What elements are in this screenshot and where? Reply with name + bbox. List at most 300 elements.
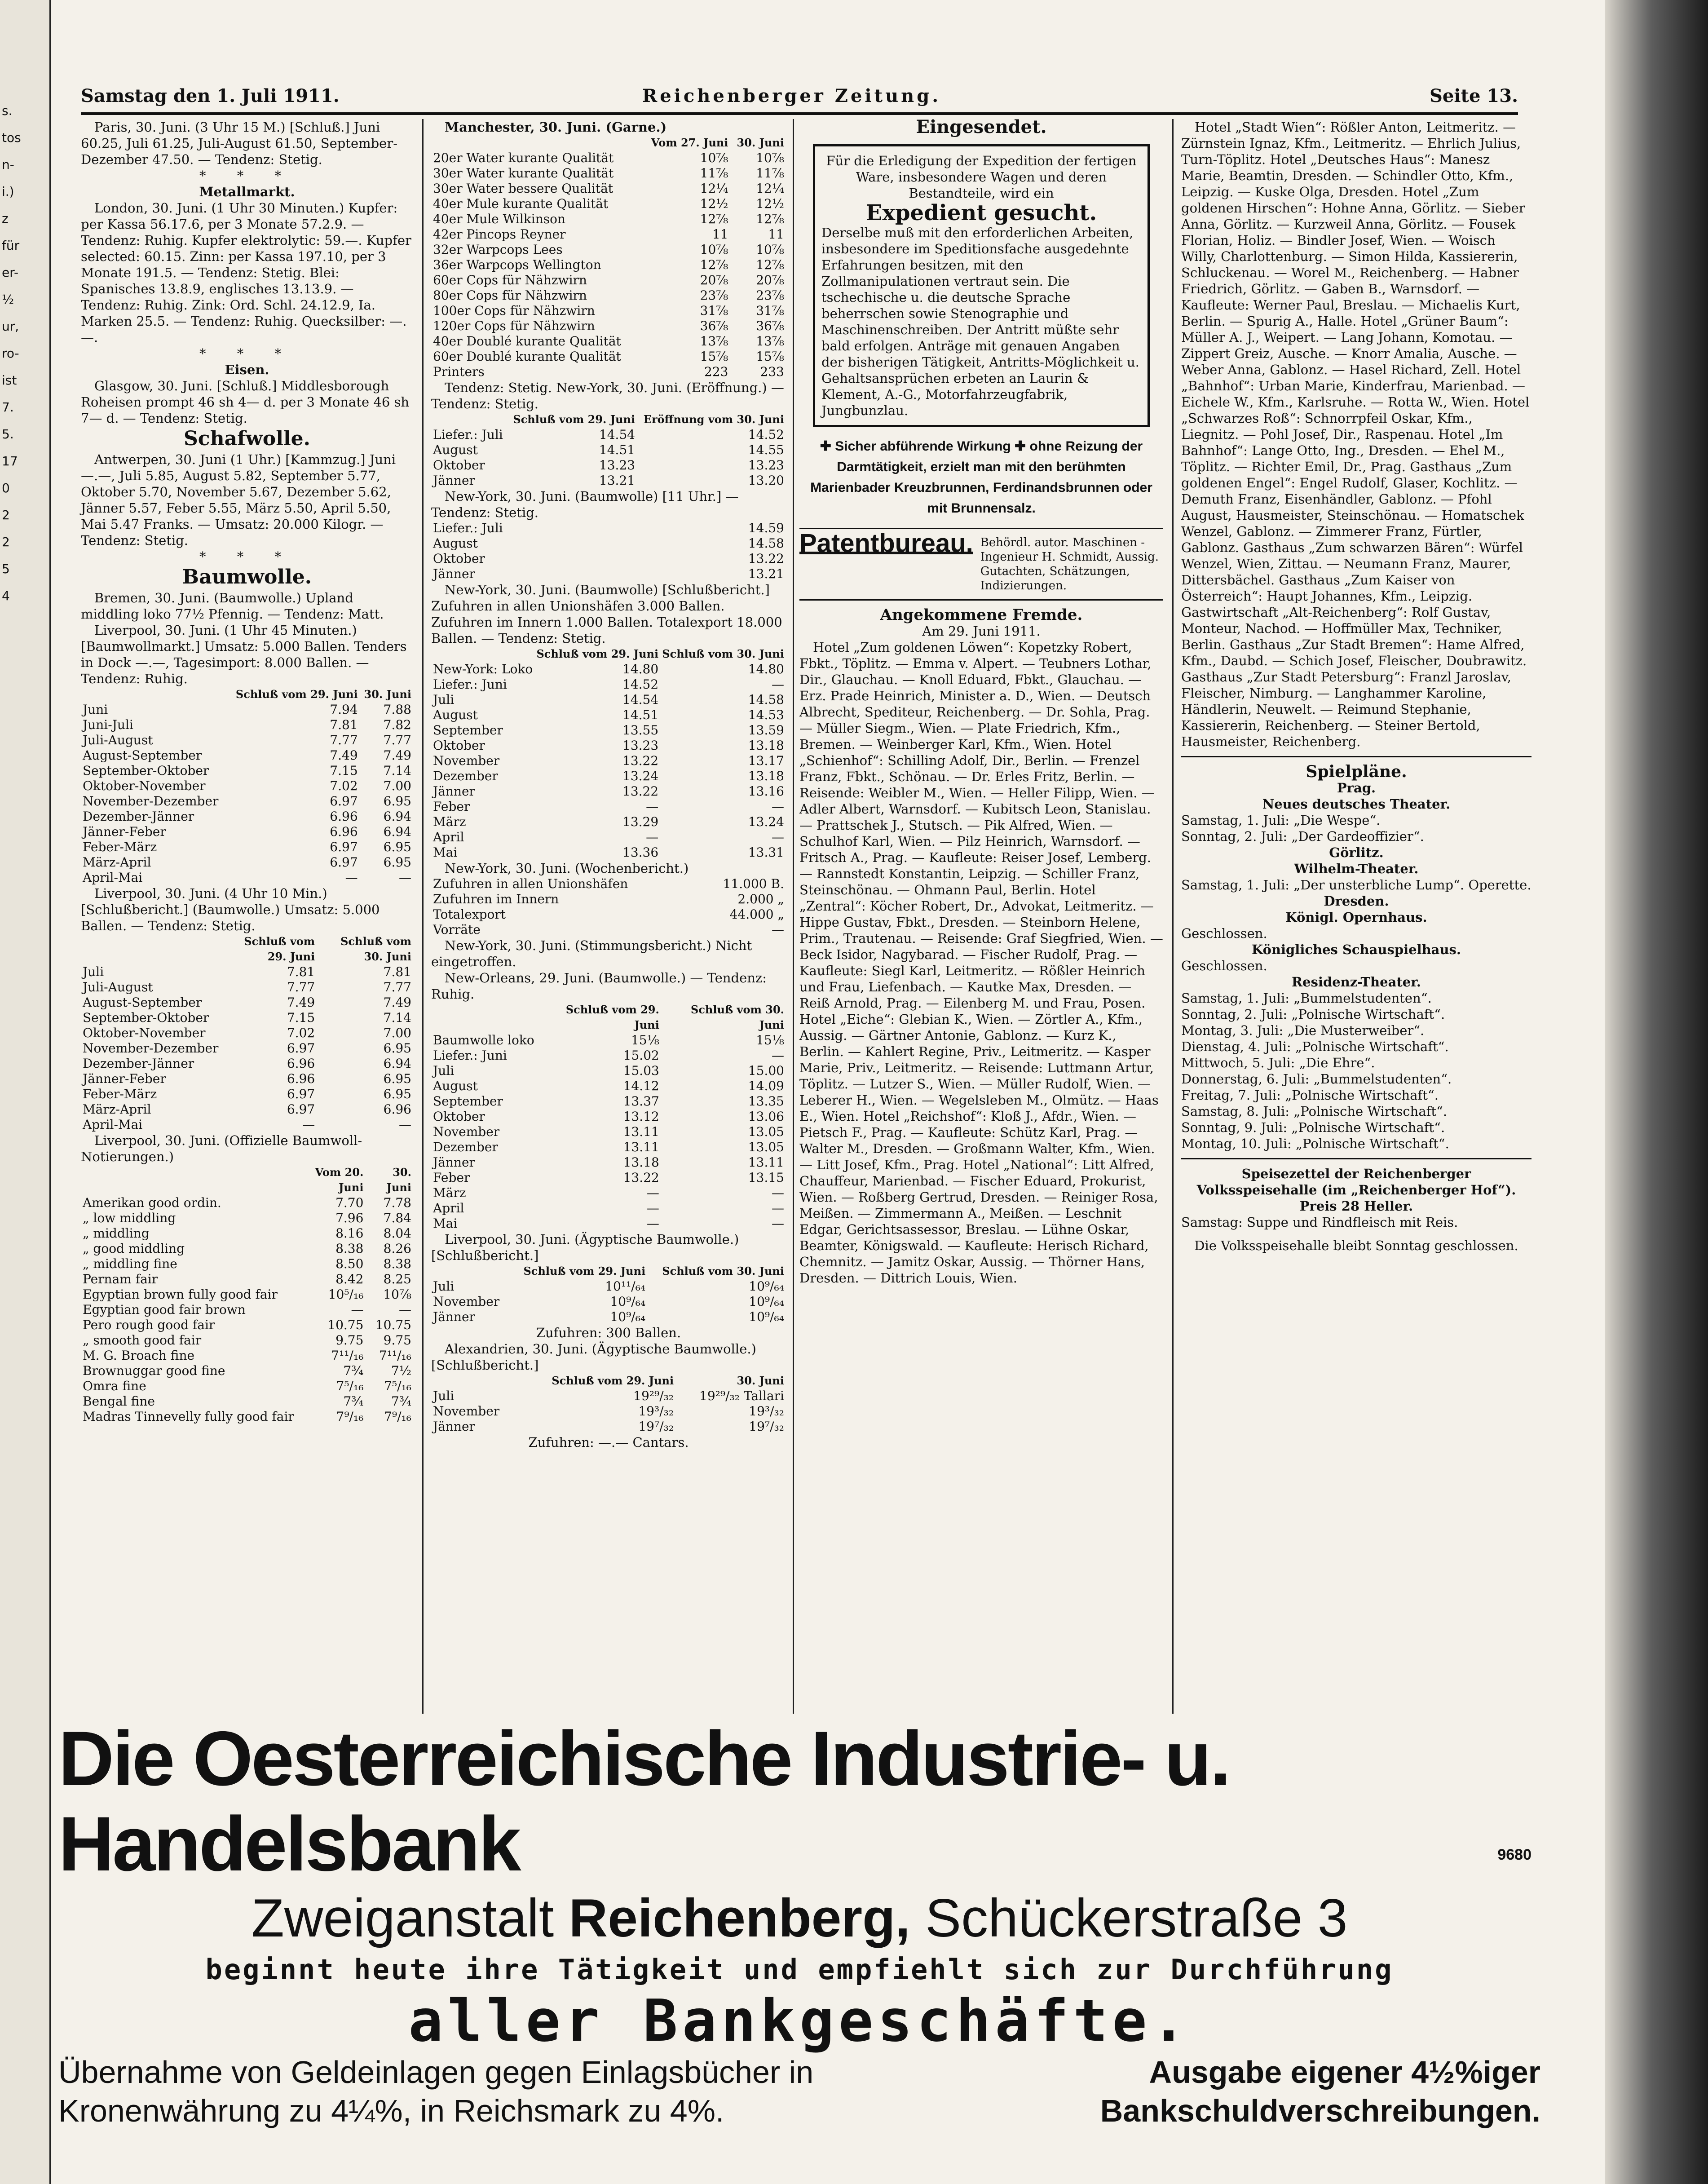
- table-row: [431, 536, 786, 551]
- report-newyork-1: Tendenz: Stetig. New-York, 30. Juni. (Eröffnung.) — Tendenz: Stetig.: [431, 380, 784, 411]
- row-label: Liefer.: Juni: [433, 1048, 507, 1063]
- row-value: 13.11: [623, 1124, 659, 1139]
- bank-branch: Zweiganstalt Reichenberg, Schückerstraße 3: [251, 1888, 1348, 1948]
- row-value: 7.96: [335, 1211, 364, 1225]
- row-value: 44.000 „: [729, 907, 784, 922]
- speise-saturday: Samstag: Suppe und Rindfleisch mit Reis.: [1181, 1215, 1458, 1230]
- row-value: 14.09: [748, 1079, 784, 1093]
- row-value: 7¹¹/₁₆: [331, 1348, 364, 1363]
- row-label: September: [433, 1094, 503, 1109]
- row-value: 8.25: [383, 1272, 411, 1287]
- row-label: Juli: [83, 964, 104, 979]
- row-value: 7.81: [383, 964, 411, 979]
- table-row: [81, 980, 413, 995]
- table-row: [81, 1226, 413, 1241]
- row-value: 19²⁹/₃₂: [633, 1388, 674, 1403]
- list-item: Sonntag, 2. Juli: „Polnische Wirtschaft“.: [1181, 1007, 1445, 1022]
- row-value: 7.15: [330, 763, 358, 778]
- row-value: 19³/₃₂: [638, 1404, 674, 1419]
- report-liverpool-2: Liverpool, 30. Juni. (4 Uhr 10 Min.) [Schlußbericht.] (Baumwolle.) Umsatz: 5.000 Ballen. — Tendenz: Stetig.: [81, 886, 380, 933]
- row-value: 13.06: [748, 1109, 784, 1124]
- row-label: November-Dezember: [83, 794, 219, 809]
- row-label: Juli: [433, 1388, 455, 1403]
- table-row: [431, 303, 786, 318]
- header-page-number: Seite 13.: [1430, 85, 1518, 106]
- table-manchester: Vom 27. Juni 30. Juni 20er Water kurante Qualität 10⅞ 10⅞ 30er Water kurante Qualität 11⅞ 11⅞ 30er Water bessere Qualität 12¼ 12¼ 40er Mule kurante Qualität 12½ 12½ 40er Mule Wilkinson 12⅞ 12⅞ 42er Pincops Reyner 11 11 32er Warpcops Lees 10⅞ 10⅞ 36er Warpcops Wellington 12⅞ 12⅞ 60er Cops für Nähzwirn 20⅞ 20⅞ 80er Cops für Nähzwirn 23⅞ 23⅞ 100er Cops für Nähzwirn 31⅞ 31⅞ 120er Cops für Nähzwirn 36⅞ 36⅞ 40er Doublé kurante Qualität 13⅞ 13⅞ 60er Doublé kurante Qualität 15⅞ 15⅞ Printers 223 233: [431, 135, 786, 380]
- row-label: „ good middling: [83, 1241, 185, 1256]
- row-label: Juni-Juli: [83, 717, 133, 732]
- row-value: 8.38: [383, 1256, 411, 1271]
- table-row: [431, 769, 786, 784]
- list-item: Montag, 3. Juli: „Die Musterweiber“.: [1181, 1023, 1425, 1038]
- row-value: —: [302, 1117, 315, 1132]
- row-value: 6.94: [383, 809, 411, 824]
- row-value: 10⁹/₆₄: [749, 1279, 784, 1294]
- row-value: —: [399, 870, 411, 885]
- row-value: 7⁵/₁₆: [384, 1379, 411, 1393]
- heading-eisen: Eisen.: [225, 362, 269, 377]
- table-liverpool-official: Vom 20. Juni 30. Juni Amerikan good ordin. 7.70 7.78 „ low middling 7.96 7.84 „ middling 8.16 8.04 „ good middling 8.38 8.26 „ middling fine 8.50 8.38 Pernam fair 8.42 8.25 Egyptian brown fully good fair 10⁵/₁₆ 10⅞ Egyptian good fair brown — — Pero rough good fair 10.75 10.75 „ smooth good fair 9.75 9.75 M. G. Broach fine 7¹¹/₁₆ 7¹¹/₁₆ Brownuggar good fine 7¾ 7½ Omra fine 7⁵/₁₆ 7⁵/₁₆ Bengal fine 7¾ 7¾ Madras Tinnevelly fully good fair 7⁹/₁₆ 7⁹/₁₆: [81, 1165, 413, 1424]
- row-value: 13.23: [748, 458, 784, 473]
- row-value: 15⅛: [756, 1033, 784, 1048]
- row-label: September: [433, 723, 503, 738]
- table-row: [431, 273, 786, 288]
- table-row: [431, 181, 786, 196]
- row-label: Oktober: [433, 551, 485, 566]
- patentbureau-details: Behördl. autor. Maschinen - Ingenieur H. Schmidt, Aussig. Gutachten, Schätzungen, Indizierungen.: [980, 536, 1159, 592]
- bank-deposits: Übernahme von Geldeinlagen gegen Einlagsbücher in Kronenwährung zu 4¼%, in Reichsmark zu 4%.: [58, 2055, 814, 2128]
- row-label: August: [433, 707, 478, 722]
- row-value: 13.22: [623, 1170, 659, 1185]
- row-value: 13.16: [748, 784, 784, 799]
- row-label: August-September: [83, 995, 202, 1010]
- table-row: [431, 892, 786, 907]
- row-value: 12½: [700, 196, 728, 211]
- row-value: 13.31: [748, 845, 784, 860]
- row-label: Omra fine: [83, 1379, 146, 1393]
- row-label: Oktober-November: [83, 1026, 206, 1040]
- row-label: 100er Cops für Nähzwirn: [433, 303, 595, 318]
- row-label: September-Oktober: [83, 763, 209, 778]
- row-value: 13.24: [622, 769, 659, 783]
- row-value: —: [772, 677, 784, 692]
- table-row: [431, 1094, 786, 1109]
- table-row: [81, 1287, 413, 1302]
- row-value: 8.04: [383, 1226, 411, 1241]
- row-value: 13.22: [622, 753, 659, 768]
- list-item: Samstag, 1. Juli: „Bummelstudenten“.: [1181, 990, 1432, 1006]
- row-value: 7.14: [383, 1010, 411, 1025]
- heading-schafwolle: Schafwolle.: [184, 427, 310, 450]
- row-value: 13.18: [748, 738, 784, 753]
- row-value: 7.82: [383, 717, 411, 732]
- row-value: 14.52: [622, 677, 659, 692]
- bank-announcement: beginnt heute ihre Tätigkeit und empfiehlt sich zur Durchführung: [205, 1953, 1394, 1986]
- list-item: Mittwoch, 5. Juli: „Die Ehre“.: [1181, 1055, 1375, 1070]
- row-label: Amerikan good ordin.: [83, 1195, 221, 1210]
- row-value: 6.95: [383, 1071, 411, 1086]
- table-newyork-2: [431, 521, 786, 582]
- row-label: Jänner: [433, 784, 475, 799]
- row-value: 9.75: [383, 1333, 411, 1348]
- row-value: 10⅞: [756, 150, 784, 165]
- row-label: 32er Warpcops Lees: [433, 242, 563, 257]
- table-row: [81, 1010, 413, 1026]
- row-value: 14.51: [622, 707, 659, 722]
- report-newyork-2: New-York, 30. Juni. (Baumwolle) [11 Uhr.] — Tendenz: Stetig.: [431, 489, 739, 520]
- row-value: 6.97: [330, 855, 358, 870]
- row-label: Dezember: [433, 769, 498, 783]
- table-row: [81, 1056, 413, 1071]
- row-value: 14.80: [748, 662, 784, 676]
- row-value: 7⁹/₁₆: [336, 1409, 364, 1424]
- table-row: [81, 1087, 413, 1102]
- row-label: 60er Doublé kurante Qualität: [433, 349, 621, 364]
- schau-closed: Geschlossen.: [1181, 958, 1267, 973]
- table-row: [431, 166, 786, 181]
- row-value: 2.000 „: [737, 892, 784, 906]
- row-label: Jänner: [433, 1155, 475, 1170]
- row-value: 7⁹/₁₆: [384, 1409, 411, 1424]
- row-value: 12⅞: [756, 212, 784, 226]
- table-row: [81, 1241, 413, 1256]
- table-row: [431, 566, 786, 582]
- row-label: Feber-März: [83, 1087, 157, 1101]
- table-row: [431, 521, 786, 536]
- table-row: [431, 458, 786, 473]
- row-value: 14.58: [748, 692, 784, 707]
- row-value: 6.97: [330, 840, 358, 854]
- report-glasgow: Glasgow, 30. Juni. [Schluß.] Middlesborough Roheisen prompt 46 sh 4— d. per 3 Monate 46 sh 7— d. — Tendenz: Stetig.: [81, 378, 410, 426]
- report-neworleans: New-Orleans, 29. Juni. (Baumwolle.) — Tendenz: Ruhig.: [431, 970, 767, 1002]
- row-value: —: [646, 830, 659, 844]
- row-label: 36er Warpcops Wellington: [433, 257, 601, 272]
- city-prag: Prag.: [1337, 780, 1376, 796]
- theater-wilhelm: Wilhelm-Theater.: [1294, 861, 1419, 876]
- row-value: 7.77: [383, 980, 411, 995]
- table-row: [81, 1272, 413, 1287]
- table-row: [81, 1256, 413, 1272]
- ad-number: 9680: [1497, 1846, 1531, 1863]
- row-value: 223: [704, 364, 728, 379]
- row-value: 6.96: [330, 824, 358, 839]
- table-row: [431, 473, 786, 488]
- row-label: Liefer.: Juni: [433, 677, 507, 692]
- table-row: [81, 1348, 413, 1363]
- row-value: 7¾: [343, 1394, 364, 1409]
- row-label: Juni: [83, 702, 108, 717]
- column-rule: [422, 119, 424, 1714]
- fremde-date: Am 29. Juni 1911.: [922, 623, 1041, 639]
- row-value: 8.16: [335, 1226, 364, 1241]
- table-row: [81, 855, 413, 870]
- list-item: Donnerstag, 6. Juli: „Bummelstudenten“.: [1181, 1071, 1452, 1087]
- table-row: [431, 814, 786, 830]
- row-value: —: [345, 870, 358, 885]
- edge-fragment: ro-: [2, 346, 19, 361]
- table-row: [431, 196, 786, 212]
- row-value: 19²⁹/₃₂ Tallari: [699, 1388, 784, 1403]
- row-label: 40er Mule Wilkinson: [433, 212, 566, 226]
- row-value: 14.59: [748, 521, 784, 535]
- table-row: [431, 1294, 786, 1309]
- row-value: 7.49: [383, 995, 411, 1010]
- table-row: [81, 717, 413, 733]
- divider: [799, 599, 1163, 601]
- row-label: Madras Tinnevelly fully good fair: [83, 1409, 294, 1424]
- row-label: August: [433, 536, 478, 551]
- edge-fragment: für: [2, 238, 20, 253]
- row-value: —: [399, 1302, 411, 1317]
- edge-fragment: ½: [2, 292, 14, 307]
- table-row: [431, 334, 786, 349]
- row-value: 7.02: [287, 1026, 315, 1040]
- row-value: 11: [768, 227, 784, 242]
- row-value: 6.97: [287, 1102, 315, 1117]
- right-page-shadow: [1605, 0, 1708, 2184]
- row-value: 14.58: [748, 536, 784, 551]
- table-row: [81, 1195, 413, 1211]
- table-row: [431, 1079, 786, 1094]
- row-label: New-York: Loko: [433, 662, 533, 676]
- row-value: —: [646, 1185, 659, 1200]
- row-label: „ middling: [83, 1226, 150, 1241]
- row-label: Dezember-Jänner: [83, 809, 194, 824]
- row-value: —: [399, 1117, 411, 1132]
- row-value: 14.53: [748, 707, 784, 722]
- row-value: 7.77: [383, 733, 411, 747]
- row-value: —: [772, 922, 784, 937]
- report-bremen: Bremen, 30. Juni. (Baumwolle.) Upland middling loko 77½ Pfennig. — Tendenz: Matt.: [81, 590, 384, 622]
- row-value: 13.21: [748, 566, 784, 581]
- report-alexandrien: Alexandrien, 30. Juni. (Ägyptische Baumwolle.) [Schlußbericht.]: [431, 1341, 756, 1373]
- table-row: [81, 1026, 413, 1041]
- row-value: 7.00: [383, 1026, 411, 1040]
- divider: [1181, 1158, 1531, 1159]
- row-value: —: [646, 799, 659, 814]
- row-value: 7¾: [391, 1394, 411, 1409]
- row-value: 13.37: [623, 1094, 659, 1109]
- table-row: [81, 763, 413, 778]
- table-row: [431, 1124, 786, 1140]
- edge-fragment: 2: [2, 508, 10, 522]
- row-label: Liefer.: Juli: [433, 427, 503, 442]
- row-label: Vorräte: [433, 922, 481, 937]
- table-row: [81, 748, 413, 763]
- report-newyork-4: New-York, 30. Juni. (Wochenbericht.): [445, 861, 689, 876]
- heading-fremde: Angekommene Fremde.: [880, 606, 1083, 624]
- row-label: Oktober: [433, 738, 485, 753]
- row-value: 12⅞: [756, 257, 784, 272]
- divider-stars: * * *: [199, 549, 295, 564]
- row-value: 233: [760, 364, 784, 379]
- row-value: 7.70: [335, 1195, 364, 1210]
- edge-fragment: 5.: [2, 427, 14, 442]
- divider-stars: * * *: [199, 346, 295, 361]
- row-value: 13.35: [748, 1094, 784, 1109]
- table-row: [81, 1302, 413, 1317]
- report-newyork-5: New-York, 30. Juni. (Stimmungsbericht.) Nicht eingetroffen.: [431, 938, 752, 969]
- column-rule: [1172, 119, 1174, 1714]
- table-row: [431, 1109, 786, 1124]
- ad-expedient-intro: Für die Erledigung der Expedition der fertigen Ware, insbesondere Wagen und deren Bestandteile, wird ein: [826, 153, 1137, 201]
- edge-fragment: n-: [2, 157, 14, 172]
- edge-fragment: ur,: [2, 319, 19, 334]
- table-row: [81, 1409, 413, 1424]
- row-value: 11: [712, 227, 728, 242]
- table-row: [431, 349, 786, 364]
- table-neworleans: Schluß vom 29. Juni Schluß vom 30. Juni Baumwolle loko 15⅛ 15⅛ Liefer.: Juni 15.02 — Juli 15.03 15.00 August 14.12 14.09 September 13.37 13.35 Oktober 13.12 13.06 November 13.11 13.05 Dezember 13.11 13.05 Jänner 13.18 13.11 Feber 13.22 13.15 März — — April — — Mai — —: [431, 1002, 786, 1231]
- cantars-note: Zufuhren: —.— Cantars.: [528, 1435, 689, 1450]
- speise-price: Preis 28 Heller.: [1299, 1198, 1413, 1214]
- row-value: 7.94: [330, 702, 358, 717]
- row-label: März: [433, 1185, 466, 1200]
- table-row: [81, 870, 413, 885]
- table-row: [81, 1041, 413, 1056]
- row-value: 14.51: [599, 442, 636, 457]
- table-row: [81, 733, 413, 748]
- table-row: [431, 1033, 786, 1048]
- row-value: 6.95: [383, 1087, 411, 1101]
- list-item: Montag, 10. Juli: „Polnische Wirtschaft“.: [1181, 1136, 1449, 1151]
- table-newyork-3: Schluß vom 29. Juni Schluß vom 30. Juni New-York: Loko 14.80 14.80 Liefer.: Juni 14.52 — Juli 14.54 14.58 August 14.51 14.53 September 13.55 13.59 Oktober 13.23 13.18 November 13.22 13.17 Dezember 13.24 13.18 Jänner 13.22 13.16 Feber — — März 13.29 13.24 April — — Mai 13.36 13.31: [431, 646, 786, 860]
- row-value: 11⅞: [700, 166, 728, 181]
- row-label: März-April: [83, 1102, 151, 1117]
- row-value: 7.14: [383, 763, 411, 778]
- bank-advertisement: [58, 1716, 1540, 2130]
- row-value: —: [772, 1201, 784, 1216]
- table-row: [431, 364, 786, 380]
- report-liverpool-1: Liverpool, 30. Juni. (1 Uhr 45 Minuten.) [Baumwollmarkt.] Umsatz: 5.000 Ballen. Tenders in Dock —.—, Tagesimport: 8.000 Ballen. — Tendenz: Ruhig.: [81, 623, 407, 686]
- row-value: 15⅞: [700, 349, 728, 364]
- ad-marienbad: ✚ Sicher abführende Wirkung ✚ ohne Reizung der Darmtätigkeit, erzielt man mit den berühmten Marienbader Kreuzbrunnen, Ferdinandsbrunnen oder mit Brunnensalz.: [810, 439, 1152, 516]
- row-value: 13.22: [748, 551, 784, 566]
- row-value: 10⁹/₆₄: [610, 1294, 646, 1309]
- table-row: [431, 830, 786, 845]
- table-row: [431, 723, 786, 738]
- row-value: 13.11: [623, 1140, 659, 1154]
- row-value: 13.18: [748, 769, 784, 783]
- ad-expedient-title: Expedient gesucht.: [865, 200, 1097, 225]
- table-row: [81, 1117, 413, 1132]
- row-label: Baumwolle loko: [433, 1033, 534, 1048]
- row-value: 15⅞: [756, 349, 784, 364]
- table-row: [431, 1185, 786, 1201]
- table-liverpool-1: Schluß vom 29. Juni 30. Juni Juni 7.94 7.88 Juni-Juli 7.81 7.82 Juli-August 7.77 7.77 August-September 7.49 7.49 September-Oktober 7.15 7.14 Oktober-November 7.02 7.00 November-Dezember 6.97 6.95 Dezember-Jänner 6.96 6.94 Jänner-Feber 6.96 6.94 Feber-März 6.97 6.95 März-April 6.97 6.95 April-Mai — —: [81, 687, 413, 885]
- theater-neues-2: Sonntag, 2. Juli: „Der Gardeoffizier“.: [1181, 829, 1424, 844]
- edge-fragment: er-: [2, 265, 19, 280]
- residenz-list: [1181, 990, 1531, 1152]
- row-label: „ smooth good fair: [83, 1333, 202, 1348]
- table-row: [431, 738, 786, 753]
- row-value: 7.49: [330, 748, 358, 763]
- page-header: [81, 85, 1518, 115]
- row-label: August: [433, 442, 478, 457]
- table-row: [431, 1201, 786, 1216]
- row-value: 10⁹/₆₄: [749, 1309, 784, 1324]
- row-label: 60er Cops für Nähzwirn: [433, 273, 587, 287]
- row-label: Jänner: [433, 566, 475, 581]
- list-item: Freitag, 7. Juli: „Polnische Wirtschaft“.: [1181, 1088, 1439, 1103]
- speise-sunday-note: Die Volksspeisehalle bleibt Sonntag geschlossen.: [1194, 1238, 1518, 1253]
- row-label: Juli: [433, 692, 455, 707]
- row-value: 10⅞: [700, 150, 728, 165]
- row-label: „ middling fine: [83, 1256, 177, 1271]
- row-value: 13⅞: [756, 334, 784, 349]
- row-value: 11⅞: [756, 166, 784, 181]
- row-value: 7.77: [330, 733, 358, 747]
- edge-fragment: s.: [2, 103, 13, 118]
- table-row: [431, 707, 786, 723]
- table-row: [431, 1309, 786, 1325]
- table-row: [431, 257, 786, 273]
- row-label: Mai: [433, 845, 458, 860]
- row-label: April: [433, 1201, 464, 1216]
- row-value: 6.95: [383, 794, 411, 809]
- row-label: Dezember: [433, 1140, 498, 1154]
- table-row: [431, 1155, 786, 1170]
- row-value: 14.54: [599, 427, 636, 442]
- row-label: Egyptian good fair brown: [83, 1302, 246, 1317]
- theater-residenz: Residenz-Theater.: [1292, 974, 1421, 990]
- row-value: 14.80: [622, 662, 659, 676]
- table-row: [431, 1063, 786, 1079]
- heading-baumwolle: Baumwolle.: [182, 566, 312, 588]
- row-value: 6.97: [287, 1087, 315, 1101]
- row-value: 6.97: [330, 794, 358, 809]
- row-label: Pernam fair: [83, 1272, 158, 1287]
- row-value: 36⅞: [700, 318, 728, 333]
- table-liverpool-egypt: Schluß vom 29. Juni Schluß vom 30. Juni Juli 10¹¹/₆₄ 10⁹/₆₄ November 10⁹/₆₄ 10⁹/₆₄ Jänner 10⁹/₆₄ 10⁹/₆₄: [431, 1264, 786, 1325]
- row-value: 6.94: [383, 824, 411, 839]
- row-value: 10⅞: [756, 242, 784, 257]
- row-value: 13.05: [748, 1124, 784, 1139]
- row-value: 14.12: [623, 1079, 659, 1093]
- report-manchester: Manchester, 30. Juni. (Garne.): [445, 119, 667, 135]
- table-row: [431, 551, 786, 566]
- row-value: 15.03: [623, 1063, 659, 1078]
- table-row: [431, 1216, 786, 1231]
- row-value: 23⅞: [756, 288, 784, 303]
- row-value: 13.55: [622, 723, 659, 738]
- row-value: 8.26: [383, 1241, 411, 1256]
- row-value: 12¼: [756, 181, 784, 196]
- edge-fragment: ist: [2, 373, 17, 388]
- edge-fragment: 4: [2, 588, 10, 603]
- row-value: 13.15: [748, 1170, 784, 1185]
- row-label: August: [433, 1079, 478, 1093]
- row-value: 7.00: [383, 778, 411, 793]
- row-value: 13.36: [622, 845, 659, 860]
- row-value: 31⅞: [700, 303, 728, 318]
- edge-fragment: 5: [2, 561, 10, 576]
- row-label: Feber-März: [83, 840, 157, 854]
- table-row: [431, 1140, 786, 1155]
- row-label: Jänner: [433, 1419, 475, 1434]
- guest-list-1: Hotel „Zum goldenen Löwen“: Kopetzky Robert, Fbkt., Töplitz. — Emma v. Alpert. — Teubners Lothar, Dir., Glauchau. — Knoll Eduard, Fbkt., Glauchau. — Erz. Prade Heinrich, Minister a. D., Wien. — Deutsch Albrecht, Spediteur, Reichenberg. — Dr. Sohla, Prag. — Müller Siegm., Wien. — Plate Friedrich, Kfm., Bremen. — Weinberger Karl, Kfm., Wien. Hotel „Schienhof“: Schilling Adolf, Dir., Berlin. — Frenzel Franz, Fbkt., Schönau. — Dr. Erles Fritz, Berlin. — Reisende: Weibler M., Wien. — Heller Filipp, Wien. — Adler Albert, Warnsdorf. — Kubitsch Leon, Stanislau. — Prattschek J., Stutsch. — Pik Alfred, Wien. — Schulhof Karl, Wien. — Pilz Heinrich, Warnsdorf. — Fritsch A., Prag. — Kaufleute: Reiser Josef, Lemberg. — Rannstedt Konstantin, Leipzig. — Schiller Franz, Steinschönau. — Ohmann Paul, Berlin. Hotel „Zentral“: Köcher Robert, Dr., Advokat, Leitmeritz. — Hippe Gustav, Fbkt., Dresden. — Steinborn Helene, Prim., Trautenau. — Reisende: Graf Siegfried, Wien. — Beck Isidor, Nagybarad. — Fischer Rudolf, Prag. — Kaufleute: Siegl Karl, Leitmeritz. — Rößler Heinrich und Frau, Liefenbach. — Kautke Max, Dresden. — Reiß Arnold, Prag. — Eilenberg M. und Frau, Posen. Hotel „Eiche“: Glebian K., Wien. — Zörtler A., Kfm., Aussig. — Gärtner Antonie, Gablonz. — Kurz K., Berlin. — Kahlert Regine, Priv., Leitmeritz. — Kasper Marie, Priv., Leitmeritz. — Reisende: Luttmann Artur, Töplitz. — Lutzer S., Wien. — Müller Rudolf, Wien. — Leberer H., Wien. — Wegelsleben M., Olmütz. — Haas E., Wien. Hotel „Reichshof“: Kloß J., Afdr., Wien. — Pietsch F., Prag. — Kaufleute: Schütz Karl, Prag. — Walter M., Dresden. — Großmann Walter, Kfm., Wien. — Litt Josef, Kfm., Prag. Hotel „National“: Litt Alfred, Chauffeur, Marienbad. — Fischer Eduard, Prokurist, Wien. — Roßberg Gertrud, Dresden. — Reiniger Rosa, Meißen. — Zimmermann A., Meißen. — Leschnit Edgar, Gerichtsassessor, Breslau. — Lühne Oskar, Beamter, Königswald. — Kaufleute: Herisch Richard, Chemnitz. — Jamitz Oskar, Aussig. — Thörner Hans, Dresden. — Dittrich Louis, Wien.: [799, 640, 1163, 1286]
- column-markets-2: [431, 119, 786, 1450]
- row-value: —: [646, 1201, 659, 1216]
- row-label: Liefer.: Juli: [433, 521, 503, 535]
- row-label: April-Mai: [83, 1117, 143, 1132]
- row-value: 7.02: [330, 778, 358, 793]
- row-value: 6.96: [287, 1071, 315, 1086]
- patentbureau-title: Patentbureau.: [799, 529, 973, 558]
- row-value: 14.52: [748, 427, 784, 442]
- row-value: 20⅞: [756, 273, 784, 287]
- report-newyork-3: New-York, 30. Juni. (Baumwolle) [Schlußbericht.] Zufuhren in allen Unionshäfen 3.000 Ballen. Zufuhren im Innern 1.000 Ballen. Totalexport 18.000 Ballen. — Tendenz: Stetig.: [431, 582, 782, 646]
- row-value: —: [351, 1302, 364, 1317]
